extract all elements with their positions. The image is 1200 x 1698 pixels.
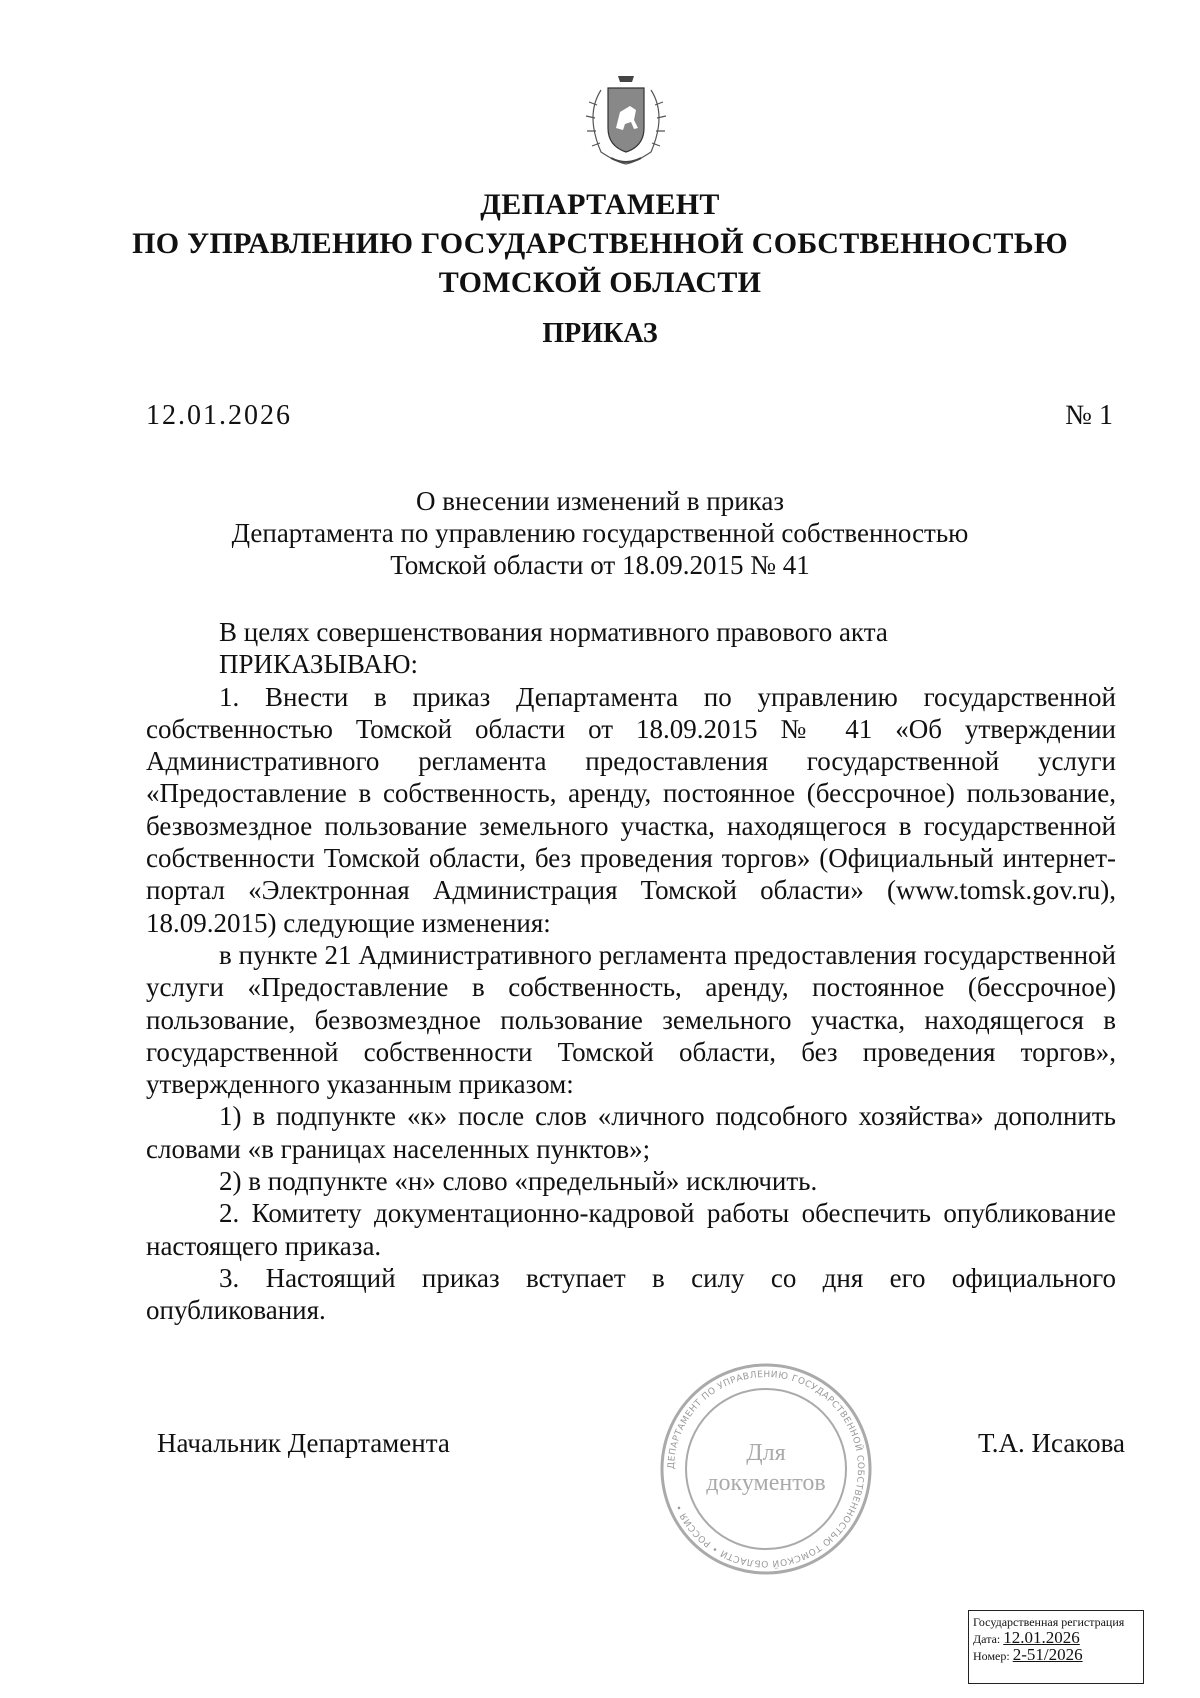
stamp-ring-text: ДЕПАРТАМЕНТ ПО УПРАВЛЕНИЮ ГОСУДАРСТВЕННОЙ СОБСТВЕННОСТЬЮ ТОМСКОЙ ОБЛАСТИ • РОССИЯ • [666, 1369, 866, 1569]
subject-line-1: О внесении изменений в приказ [415, 486, 785, 516]
registration-date-label: Дата: [973, 1632, 1001, 1646]
order-subject [0, 485, 1200, 581]
stamp-text-line-1: Для [746, 1440, 786, 1466]
document-type-title: ПРИКАЗ [542, 318, 658, 349]
order-number: № 1 [1065, 400, 1113, 431]
signatory-position: Начальник Департамента [157, 1428, 450, 1458]
official-stamp [656, 1362, 876, 1577]
paragraph-1b: 1) в подпункте «к» после слов «личного подсобного хозяйства» дополнить словами «в границах населенных пунктов»; [146, 1101, 1116, 1164]
order-word: ПРИКАЗЫВАЮ: [219, 649, 418, 680]
registration-date-value: 12.01.2026 [1003, 1628, 1080, 1647]
registration-title: Государственная регистрация [973, 1615, 1125, 1629]
paragraph-2: 2. Комитету документационно-кадровой работы обеспечить опубликование настоящего приказа. [146, 1198, 1116, 1261]
header-line-1: ДЕПАРТАМЕНТ [480, 188, 720, 221]
paragraph-3: 3. Настоящий приказ вступает в силу со дня его официального опубликования. [146, 1262, 1116, 1326]
preamble: В целях совершенствования нормативного правового акта [219, 617, 888, 647]
department-header [0, 185, 1200, 302]
subject-line-2: Департамента по управлению государственной собственностью [231, 518, 969, 548]
header-line-2: ПО УПРАВЛЕНИЮ ГОСУДАРСТВЕННОЙ СОБСТВЕННОСТЬЮ [132, 227, 1068, 260]
signatory-name: Т.А. Исакова [978, 1428, 1125, 1458]
paragraph-1c: 2) в подпункте «н» слово «предельный» исключить. [219, 1166, 818, 1197]
paragraph-1: 1. Внести в приказ Департамента по управлению государственной собственностью Томской области от 18.09.2015 № 41 «Об утверждении Административного регламента предоставления государственной услуги «Предоставление в собственность, аренду, постоянное (бессрочное) пользование, безвозмездное пользование земельного участка, находящегося в государственной собственности Томской области, без проведения торгов» (Официальный интернет-портал «Электронная Администрация Томской области» (www.tomsk.gov.ru), 18.09.2015) следующие изменения: [146, 681, 1116, 938]
paragraph-1a: в пункте 21 Административного регламента предоставления государственной услуги «Предоставление в собственность, аренду, постоянное (бессрочное) пользование, безвозмездное пользование земельного участка, находящегося в государственной собственности Томской области, без проведения торгов», утвержденного указанным приказом: [146, 939, 1116, 1100]
subject-line-3: Томской области от 18.09.2015 № 41 [390, 550, 810, 580]
order-body [146, 616, 1116, 1327]
registration-box [968, 1610, 1144, 1684]
coat-of-arms-emblem [571, 70, 681, 170]
registration-number-value: 2-51/2026 [1012, 1645, 1083, 1664]
stamp-text-line-2: документов [706, 1470, 826, 1496]
order-date: 12.01.2026 [146, 400, 292, 431]
header-line-3: ТОМСКОЙ ОБЛАСТИ [438, 266, 762, 299]
registration-number-label: Номер: [973, 1649, 1010, 1663]
